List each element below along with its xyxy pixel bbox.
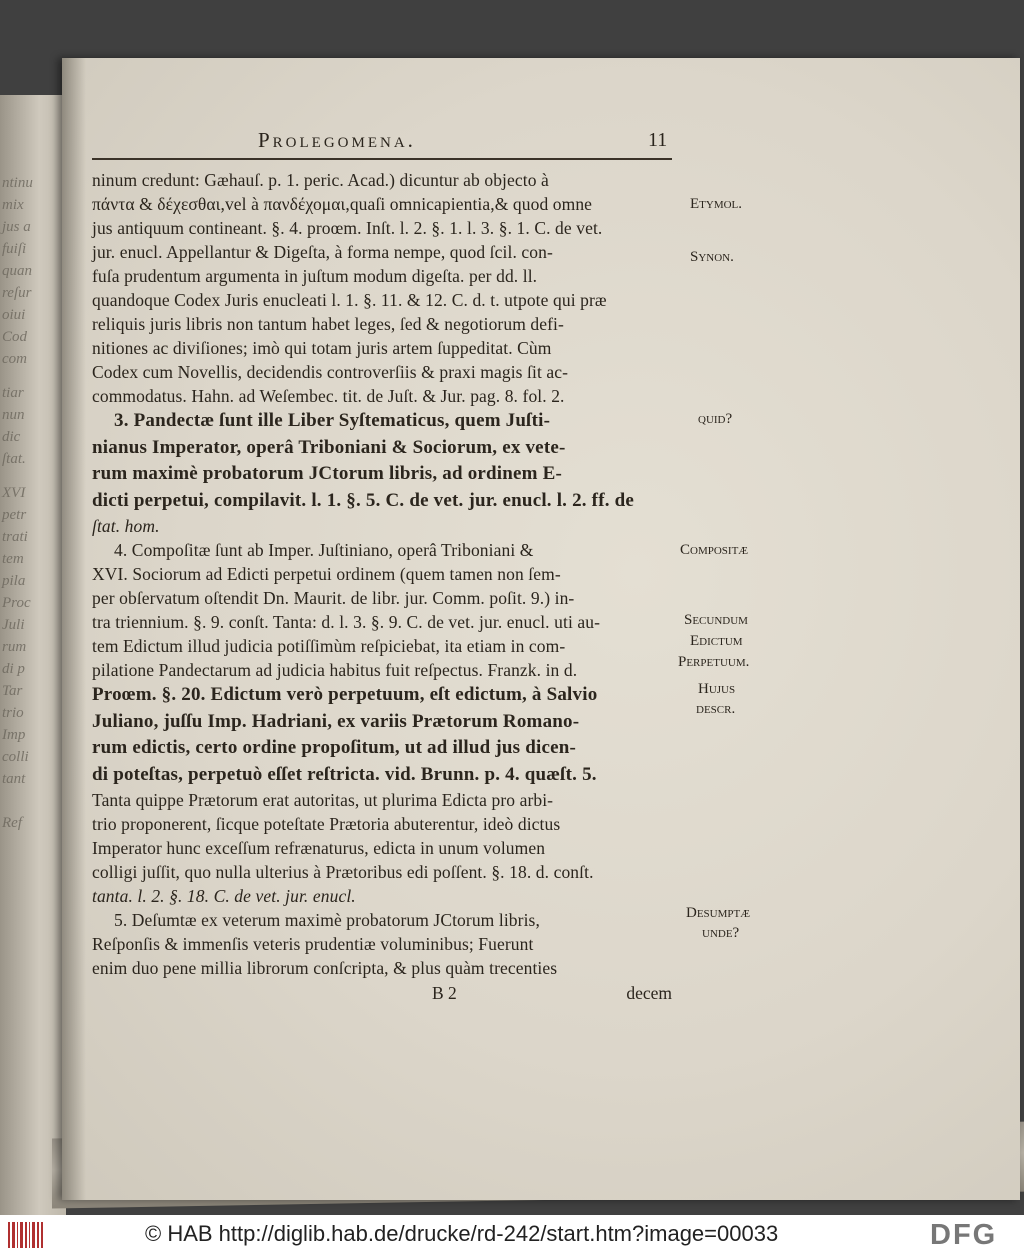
text-line: trio proponerent, ſicque poteſtate Prætoria abuterentur, ideò dictus bbox=[92, 814, 561, 834]
signature-mark: B 2 bbox=[432, 983, 457, 1003]
definition-line: dicti perpetui, compilavit. l. 1. §. 5. C. de vet. jur. enucl. l. 2. ff. de bbox=[92, 489, 635, 511]
margin-note-synon: Synon. bbox=[690, 249, 734, 265]
margin-note-quid: quid? bbox=[698, 411, 733, 427]
text-line: Codex cum Novellis, decidendis controverſiis & praxi magis ſit ac- bbox=[92, 362, 569, 382]
text-line: commodatus. Hahn. ad Weſembec. tit. de Juſt. & Jur. pag. 8. fol. 2. bbox=[92, 386, 565, 406]
margin-note-descr: deſcr. bbox=[696, 701, 736, 717]
left-page-fragment: trati bbox=[2, 529, 28, 545]
text-line: reliquis juris libris non tantum habet leges, ſed & negotiorum defi- bbox=[92, 314, 564, 334]
left-page-fragment: com bbox=[2, 351, 27, 367]
left-page-fragment: rum bbox=[2, 639, 27, 655]
citation-line: ſtat. hom. bbox=[92, 516, 160, 536]
margin-note-hujus: Hujus bbox=[698, 681, 736, 697]
text-line: 4. Compoſitæ ſunt ab Imper. Juſtiniano, operâ Triboniani & bbox=[114, 540, 534, 560]
left-page-fragment: ntinu bbox=[2, 175, 33, 191]
dfg-logo: DFG bbox=[930, 1219, 998, 1251]
text-line: Imperator hunc exceſſum refrænaturus, edicta in unum volumen bbox=[92, 838, 546, 858]
margin-note-secundum: Secundum bbox=[684, 612, 748, 628]
text-line: colligi juſſit, quo nulla ulterius à Prætoribus edi poſſent. §. 18. d. conſt. bbox=[92, 862, 594, 882]
left-page-fragment: reſur bbox=[2, 285, 32, 301]
left-page-fragment: trio bbox=[2, 705, 24, 721]
citation-line: tanta. l. 2. §. 18. C. de vet. jur. enucl. bbox=[92, 886, 356, 906]
catchword: decem bbox=[626, 983, 672, 1003]
left-page-fragment: nun bbox=[2, 407, 25, 423]
left-page-fragment: Imp bbox=[2, 727, 26, 743]
definition-line: 3. Pandectæ ſunt ille Liber Syſtematicus, quem Juſti- bbox=[114, 410, 551, 431]
left-page-fragment: XVI bbox=[2, 485, 26, 501]
left-page-fragment: pila bbox=[2, 573, 26, 589]
left-page-fragment: di p bbox=[2, 661, 25, 677]
definition-line: Proœm. §. 20. Edictum verò perpetuum, eſt edictum, à Salvio bbox=[92, 684, 598, 705]
left-page-fragment: Proc bbox=[2, 595, 31, 611]
definition-line: Juliano, juſſu Imp. Hadriani, ex variis Prætorum Romano- bbox=[92, 710, 580, 732]
definition-line: rum maximè probatorum JCtorum libris, ad ordinem E- bbox=[92, 463, 563, 484]
left-page-fragment: Juli bbox=[2, 617, 25, 633]
text-line: pilatione Pandectarum ad judicia habitus fuit reſpectus. Franzk. in d. bbox=[92, 660, 578, 680]
gutter-shadow bbox=[62, 58, 86, 1200]
left-page-fragment: tem bbox=[2, 551, 24, 567]
text-line: fuſa prudentum argumenta in juſtum modum digeſta. per dd. ll. bbox=[92, 266, 538, 286]
left-page-fragment: quan bbox=[2, 263, 32, 279]
margin-note-perpetuum: Perpetuum. bbox=[678, 654, 750, 670]
viewer-footer-bar bbox=[0, 1215, 1024, 1256]
text-line: jur. enucl. Appellantur & Digeſta, à forma nempe, quod ſcil. con- bbox=[92, 242, 553, 262]
margin-note-edictum: Edictum bbox=[690, 633, 743, 649]
left-page-fragment: mix bbox=[2, 197, 24, 213]
left-page-fragment: ſtat. bbox=[2, 451, 26, 467]
text-line: per obſervatum oſtendit Dn. Maurit. de libr. jur. Comm. poſit. 9.) in- bbox=[92, 588, 575, 608]
barcode-icon bbox=[6, 1219, 46, 1251]
page-number: 11 bbox=[648, 129, 668, 151]
left-page-fragment: petr bbox=[2, 507, 27, 523]
left-page-fragment: Tar bbox=[2, 683, 23, 699]
text-line: πάντα & δέχεσθαι,vel à πανδέχομαι,quaſi omnicapientia,& quod omne bbox=[92, 194, 593, 214]
margin-note-etymol: Etymol. bbox=[690, 196, 743, 212]
definition-line: rum edictis, certo ordine propoſitum, ut ad illud jus dicen- bbox=[92, 737, 577, 758]
text-line: enim duo pene millia librorum conſcripta, & plus quàm trecenties bbox=[92, 958, 558, 978]
left-page-fragment: oiui bbox=[2, 307, 26, 323]
head-rule bbox=[92, 158, 672, 160]
body-text bbox=[92, 168, 676, 1006]
left-page-fragment: Ref bbox=[2, 815, 22, 831]
text-line: tra triennium. §. 9. conſt. Tanta: d. l. 3. §. 9. C. de vet. jur. enucl. uti au- bbox=[92, 612, 601, 632]
margin-note-desumptae: Deſumptæ bbox=[686, 905, 751, 921]
left-page-fragment: Cod bbox=[2, 329, 28, 345]
margin-note-unde: unde? bbox=[702, 925, 740, 941]
text-line: XVI. Sociorum ad Edicti perpetui ordinem (quem tamen non ſem- bbox=[92, 564, 561, 584]
text-line: Tanta quippe Prætorum erat autoritas, ut plurima Edicta pro arbi- bbox=[92, 790, 554, 810]
definition-line: nianus Imperator, operâ Triboniani & Sociorum, ex vete- bbox=[92, 436, 566, 458]
page-footer-line bbox=[92, 980, 676, 1006]
left-page-fragment: tant bbox=[2, 771, 26, 787]
text-line: 5. Deſumtæ ex veterum maximè probatorum JCtorum libris, bbox=[114, 910, 540, 930]
left-page-fragment: colli bbox=[2, 749, 29, 765]
text-line: jus antiquum contineant. §. 4. proœm. Inſt. l. 2. §. 1. l. 3. §. 1. C. de vet. bbox=[92, 218, 603, 238]
left-page-edge bbox=[0, 95, 66, 1215]
left-page-fragment: jus a bbox=[2, 219, 31, 235]
text-line: ninum credunt: Gæhauſ. p. 1. peric. Acad.) dicuntur ab objecto à bbox=[92, 170, 549, 190]
copyright-url-text: © HAB http://diglib.hab.de/drucke/rd-242/start.htm?image=00033 bbox=[145, 1221, 779, 1246]
text-line: nitiones ac diviſiones; imò qui totam juris artem ſuppeditat. Cùm bbox=[92, 338, 552, 358]
text-line: tem Edictum illud judicia potiſſimùm reſpiciebat, ita etiam in com- bbox=[92, 636, 566, 656]
left-page-fragment: dic bbox=[2, 429, 21, 445]
running-head: Prolegomena. bbox=[258, 128, 416, 152]
left-page-fragment: tiar bbox=[2, 385, 24, 401]
definition-line: di poteſtas, perpetuò eſſet reſtricta. vid. Brunn. p. 4. quæſt. 5. bbox=[92, 763, 597, 785]
text-line: Reſponſis & immenſis veteris prudentiæ voluminibus; Fuerunt bbox=[92, 934, 534, 954]
text-line: quandoque Codex Juris enucleati l. 1. §. 11. & 12. C. d. t. utpote qui præ bbox=[92, 290, 607, 310]
margin-note-composit: Compoſitæ bbox=[680, 542, 749, 558]
left-page-fragment: fuiſi bbox=[2, 241, 27, 257]
